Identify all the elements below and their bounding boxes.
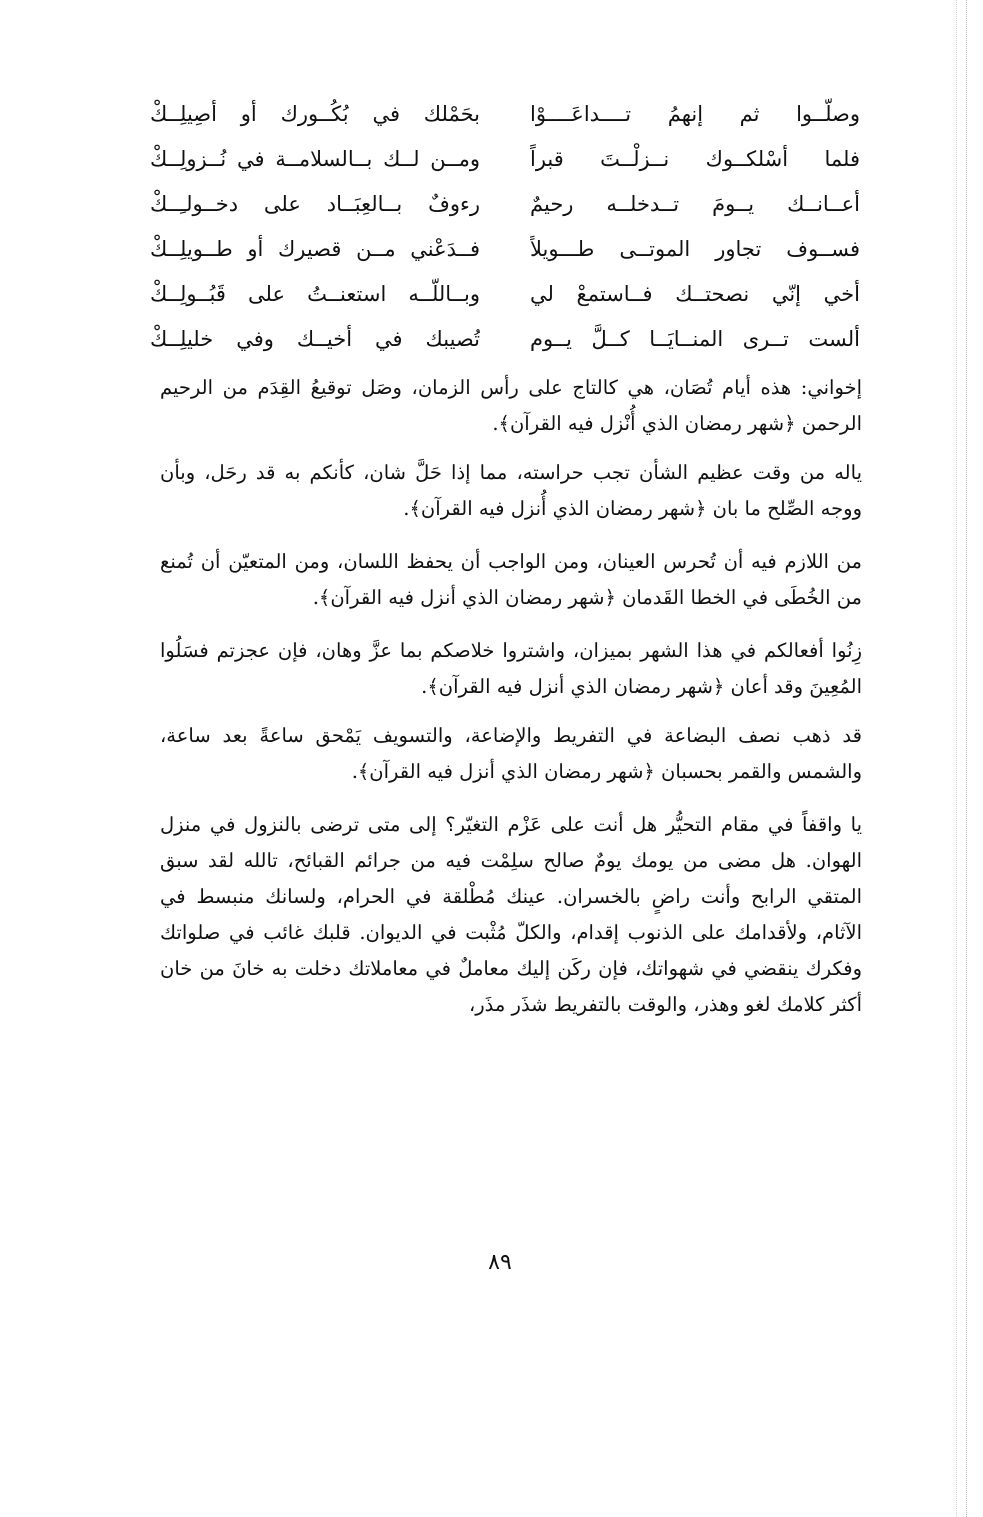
- verse-second-hemistich: وبــاللّــه استعنــتُ على قَبُــولِــكْ: [150, 282, 480, 306]
- verse-second-hemistich: ومــن لــك بــالسلامــة في نُــزولِــكْ: [150, 147, 480, 171]
- verse-second-hemistich: فــدَعْني مــن قصيرك أو طــويلِــكْ: [150, 237, 480, 261]
- prose-body: [160, 370, 862, 1040]
- verse-first-hemistich: ألست تــرى المنــايَــا كــلَّ يــوم: [530, 327, 860, 351]
- page-number: ٨٩: [488, 1250, 512, 1275]
- poem-verse: [150, 317, 860, 362]
- verse-second-hemistich: رءوفٌ بــالعِبَــاد على دخــولـِــكْ: [150, 192, 480, 216]
- poem-verse: [150, 137, 860, 182]
- paragraph: ياله من وقت عظيم الشأن تجب حراسته، مما إذا حَلَّ شان، كأنكم به قد رحَل، وبأن ووجه الصِّلح ما بان ﴿شهر رمضان الذي أُنزل فيه القرآن﴾.: [160, 461, 862, 520]
- scan-edge-line-inner: [956, 0, 957, 1517]
- paragraph: يا واقفاً في مقام التحيُّر هل أنت على عَزْم التغيّر؟ إلى متى ترضى بالنزول في منزل الهوان. هل مضى من يومك يومٌ صالح سلِمْت فيه من جرائم القبائح، تالله لقد سبق المتقي الرابح وأنت راضٍ بالخسران. عينك مُطْلقة في الحرام، ولسانك منبسط في الآثام، ولأقدامك على الذنوب إقدام، والكلّ مُثْبت في الديوان. قلبك غائب في صلواتك وفكرك ينقضي في شهواتك، فإن ركَن إليك معاملٌ في معاملاتك دخلت به خانَ من خان أكثر كلامك لغو وهذر، والوقت بالتفريط شذَر مذَر،: [160, 813, 862, 1016]
- poem-verse: [150, 227, 860, 272]
- verse-first-hemistich: أخي إنّي نصحتــك فــاستمعْ لي: [530, 282, 860, 306]
- poem-verse: [150, 92, 860, 137]
- scan-edge-line: [966, 0, 967, 1517]
- verse-second-hemistich: بحَمْلك في بُكُــورك أو أصِيلِــكْ: [150, 102, 480, 126]
- poem-block: [150, 92, 860, 362]
- verse-first-hemistich: فســوف تجاور الموتــى طـــويلاً: [530, 237, 860, 261]
- verse-first-hemistich: وصلّــوا ثم إنهمُ تــــداعَــــوْا: [530, 102, 860, 126]
- verse-first-hemistich: فلما أسْلكــوك نــزلْــتَ قبراً: [530, 147, 860, 171]
- poem-verse: [150, 182, 860, 227]
- paragraph: قد ذهب نصف البضاعة في التفريط والإضاعة، والتسويف يَمْحق ساعةً بعد ساعة، والشمس والقمر بحسبان ﴿شهر رمضان الذي أنزل فيه القرآن﴾.: [160, 724, 862, 783]
- paragraph: إخواني: هذه أيام تُصَان، هي كالتاج على رأس الزمان، وصَل توقيعُ القِدَم من الرحيم الرحمن ﴿شهر رمضان الذي أُنْزل فيه القرآن﴾.: [160, 376, 862, 435]
- paragraph: من اللازم فيه أن تُحرس العينان، ومن الواجب أن يحفظ اللسان، ومن المتعيّن أن تُمنع من الخُطَى في الخطا القَدمان ﴿شهر رمضان الذي أنزل فيه القرآن﴾.: [160, 550, 862, 609]
- verse-second-hemistich: تُصيبك في أخيــك وفي خليلِــكْ: [150, 327, 480, 351]
- verse-first-hemistich: أعــانــك يــومَ تــدخلــه رحيمٌ: [530, 192, 860, 216]
- poem-verse: [150, 272, 860, 317]
- paragraph: زِنُوا أفعالكم في هذا الشهر بميزان، واشتروا خلاصكم بما عزَّ وهان، فإن عجزتم فسَلُوا المُعِينَ وقد أعان ﴿شهر رمضان الذي أنزل فيه القرآن﴾.: [160, 639, 862, 698]
